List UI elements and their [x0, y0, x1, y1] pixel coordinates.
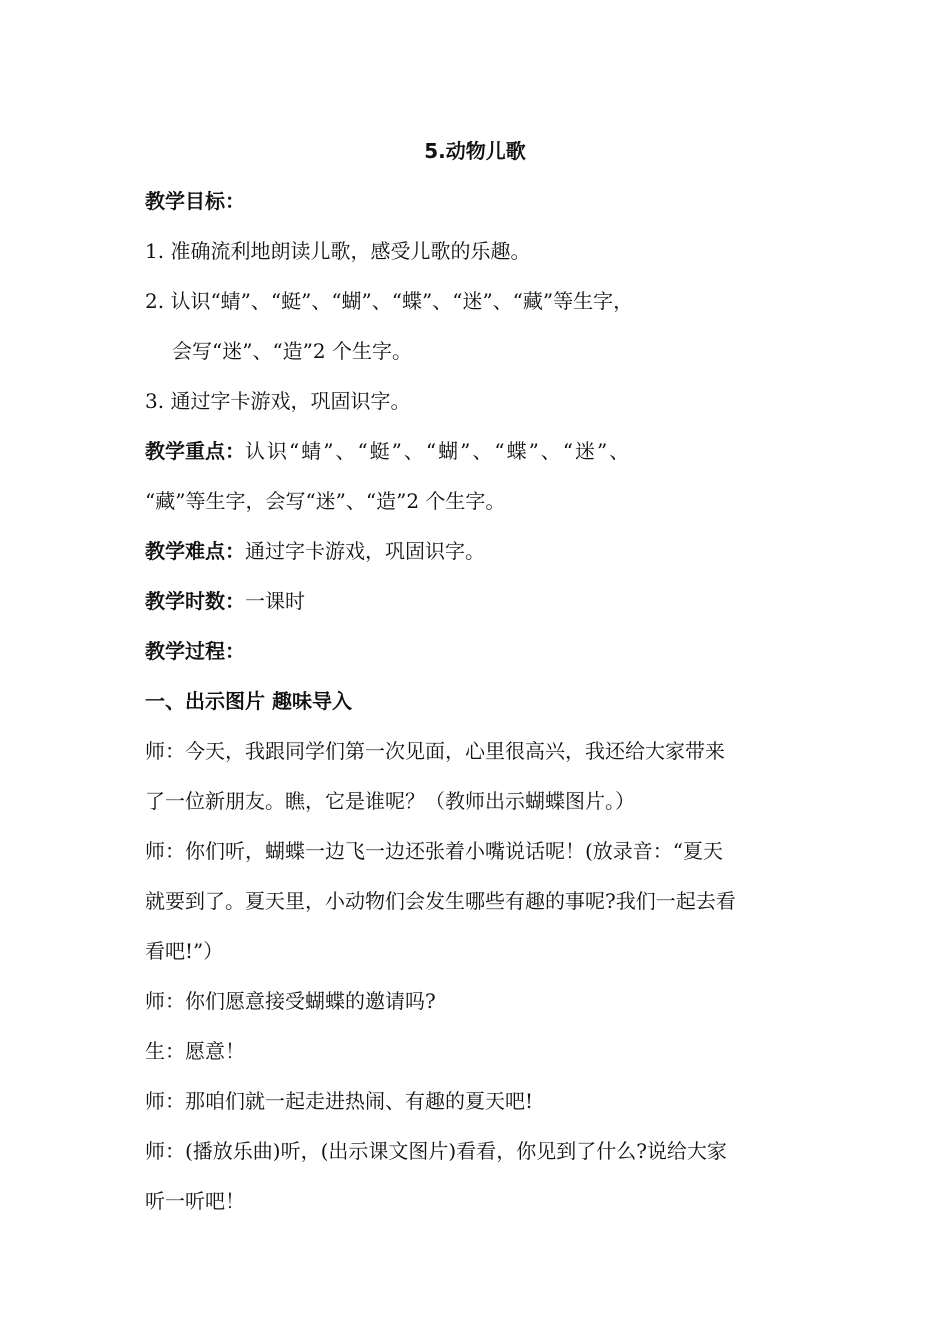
- objective-item-2-line-1: 2. 认识“蜻”、“蜓”、“蝴”、“蝶”、“迷”、“藏”等生字，: [145, 289, 634, 313]
- process-line: 师：今天，我跟同学们第一次见面，心里很高兴，我还给大家带来: [145, 739, 725, 763]
- process-line: 师：你们愿意接受蝴蝶的邀请吗?: [145, 989, 436, 1013]
- process-line: 生：愿意！: [145, 1039, 245, 1063]
- process-line: 师：(播放乐曲)听，(出示课文图片)看看，你见到了什么?说给大家: [145, 1139, 727, 1163]
- page-title: 5.动物儿歌: [424, 139, 526, 163]
- key-points-text-1: 认识“蜻”、“蜓”、“蝴”、“蝶”、“迷”、: [245, 439, 632, 463]
- process-line: 师：那咱们就一起走进热闹、有趣的夏天吧!: [145, 1089, 534, 1113]
- objectives-heading: 教学目标：: [145, 189, 245, 213]
- key-points-line-2: “藏”等生字，会写“迷”、“造”2 个生字。: [145, 489, 506, 513]
- process-line: 师：你们听，蝴蝶一边飞一边还张着小嘴说话呢！(放录音：“夏天: [145, 839, 724, 863]
- process-line: 看吧!”）: [145, 939, 224, 963]
- process-line: 了一位新朋友。瞧，它是谁呢？（教师出示蝴蝶图片。）: [145, 789, 635, 813]
- key-points-label: 教学重点：: [145, 439, 245, 463]
- hours-label: 教学时数：: [145, 589, 245, 613]
- difficulty-line: [145, 537, 485, 565]
- difficulty-text: 通过字卡游戏，巩固识字。: [245, 539, 485, 563]
- objective-item-2-line-2: 会写“迷”、“造”2 个生字。: [172, 339, 412, 363]
- process-line: 就要到了。夏天里，小动物们会发生哪些有趣的事呢?我们一起去看: [145, 889, 736, 913]
- objective-item-3: 3. 通过字卡游戏，巩固识字。: [145, 389, 411, 413]
- hours-line: [145, 587, 305, 615]
- process-heading: 教学过程：: [145, 639, 245, 663]
- hours-text: 一课时: [245, 589, 305, 613]
- key-points-line-1: [145, 437, 631, 465]
- process-line: 听一听吧！: [145, 1189, 245, 1213]
- section-1-heading: 一、出示图片 趣味导入: [145, 689, 352, 713]
- objective-item-1: 1. 准确流利地朗读儿歌，感受儿歌的乐趣。: [145, 239, 531, 263]
- difficulty-label: 教学难点：: [145, 539, 245, 563]
